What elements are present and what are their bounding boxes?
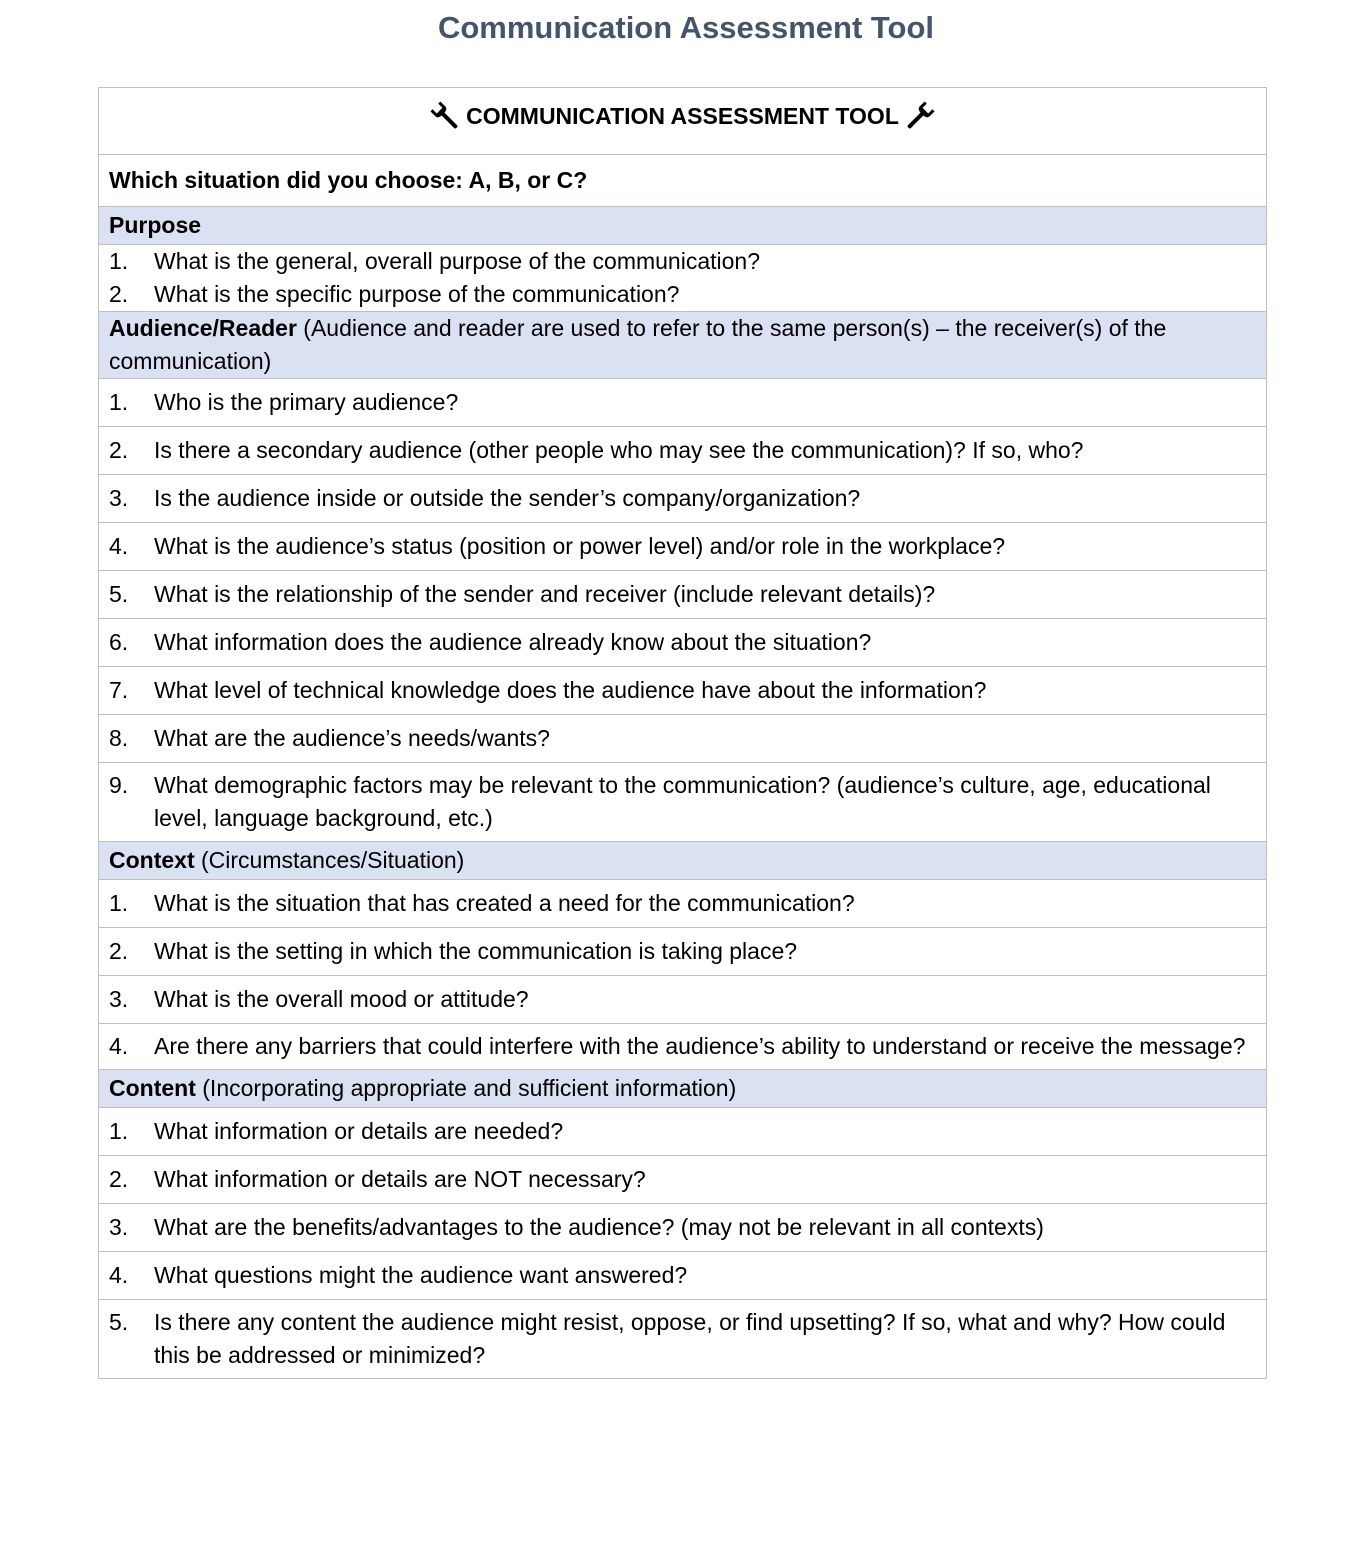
question-number: 2.	[109, 281, 129, 307]
table-row	[99, 1108, 1267, 1156]
question-text: What level of technical knowledge does the audience have about the information?	[154, 677, 987, 703]
question-number: 4.	[109, 1033, 129, 1059]
question-number: 3.	[109, 485, 129, 511]
section-note: (Incorporating appropriate and sufficient information)	[195, 1075, 737, 1101]
question-number: 1.	[109, 1118, 129, 1144]
table-row	[99, 880, 1267, 928]
section-header-purpose	[99, 207, 1267, 245]
question-text: What is the audience’s status (position or power level) and/or role in the workplace?	[154, 533, 1006, 559]
question-text: What information or details are NOT necessary?	[154, 1166, 646, 1192]
question-number: 3.	[109, 1214, 129, 1240]
situation-row	[99, 155, 1267, 207]
question-number: 2.	[109, 938, 129, 964]
table-row	[99, 427, 1267, 475]
table-row	[99, 523, 1267, 571]
table-row	[99, 763, 1267, 842]
question-text: What is the specific purpose of the communication?	[154, 281, 680, 307]
table-row	[99, 1252, 1267, 1300]
question-number: 8.	[109, 725, 129, 751]
section-label: Content	[109, 1075, 196, 1101]
assessment-table	[98, 87, 1267, 1379]
table-row	[99, 1204, 1267, 1252]
section-label: Audience/Reader	[109, 315, 297, 341]
section-header-content	[99, 1070, 1267, 1108]
question-text: Is there a secondary audience (other people who may see the communication)? If so, who?	[154, 437, 1084, 463]
wrench-icon	[428, 99, 464, 135]
section-header-audience	[99, 312, 1267, 379]
purpose-questions	[99, 245, 1267, 312]
table-row	[99, 619, 1267, 667]
question-number: 1.	[109, 248, 129, 274]
question-number: 7.	[109, 677, 129, 703]
banner-title: COMMUNICATION ASSESSMENT TOOL	[466, 103, 899, 129]
question-number: 6.	[109, 629, 129, 655]
question-text: What demographic factors may be relevant to the communication? (audience’s culture, age, educational level, language background, etc.)	[154, 772, 1211, 831]
question-number: 4.	[109, 533, 129, 559]
table-row	[99, 928, 1267, 976]
table-row	[99, 976, 1267, 1024]
table-row	[99, 1024, 1267, 1070]
list-item	[109, 278, 1256, 311]
question-text: What is the situation that has created a need for the communication?	[154, 890, 855, 916]
section-label: Context	[109, 847, 195, 873]
question-number: 5.	[109, 581, 129, 607]
question-number: 1.	[109, 389, 129, 415]
situation-question: Which situation did you choose: A, B, or C?	[99, 155, 1267, 207]
wrench-icon	[901, 99, 937, 135]
question-text: What information does the audience already know about the situation?	[154, 629, 872, 655]
question-text: What is the overall mood or attitude?	[154, 986, 529, 1012]
section-label: Purpose	[109, 212, 202, 238]
question-text: What information or details are needed?	[154, 1118, 564, 1144]
section-header-context	[99, 842, 1267, 880]
table-row	[99, 571, 1267, 619]
table-row	[99, 1300, 1267, 1379]
list-item	[109, 245, 1256, 278]
question-text: Is the audience inside or outside the sender’s company/organization?	[154, 485, 861, 511]
page-title: Communication Assessment Tool	[437, 10, 935, 45]
table-row	[99, 667, 1267, 715]
question-number: 2.	[109, 1166, 129, 1192]
section-note: (Audience and reader are used to refer to the same person(s) – the receiver(s) of the communication)	[109, 315, 1167, 374]
question-number: 1.	[109, 890, 129, 916]
question-text: Who is the primary audience?	[154, 389, 459, 415]
banner-cell	[99, 88, 1267, 155]
table-row	[99, 475, 1267, 523]
question-number: 4.	[109, 1262, 129, 1288]
question-text: What is the setting in which the communication is taking place?	[154, 938, 798, 964]
question-text: Are there any barriers that could interfere with the audience’s ability to understand or receive the message?	[154, 1033, 1246, 1059]
question-number: 5.	[109, 1309, 129, 1335]
question-text: What is the relationship of the sender and receiver (include relevant details)?	[154, 581, 936, 607]
question-number: 3.	[109, 986, 129, 1012]
section-note: (Circumstances/Situation)	[194, 847, 465, 873]
question-text: Is there any content the audience might resist, oppose, or find upsetting? If so, what and why? How could this be addressed or minimized?	[154, 1309, 1226, 1368]
question-number: 2.	[109, 437, 129, 463]
question-text: What are the benefits/advantages to the audience? (may not be relevant in all contexts)	[154, 1214, 1044, 1240]
banner-row	[99, 88, 1267, 155]
table-row	[99, 715, 1267, 763]
question-text: What is the general, overall purpose of the communication?	[154, 248, 760, 274]
question-text: What are the audience’s needs/wants?	[154, 725, 550, 751]
table-row	[99, 379, 1267, 427]
question-text: What questions might the audience want answered?	[154, 1262, 688, 1288]
table-row	[99, 1156, 1267, 1204]
question-number: 9.	[109, 772, 129, 798]
